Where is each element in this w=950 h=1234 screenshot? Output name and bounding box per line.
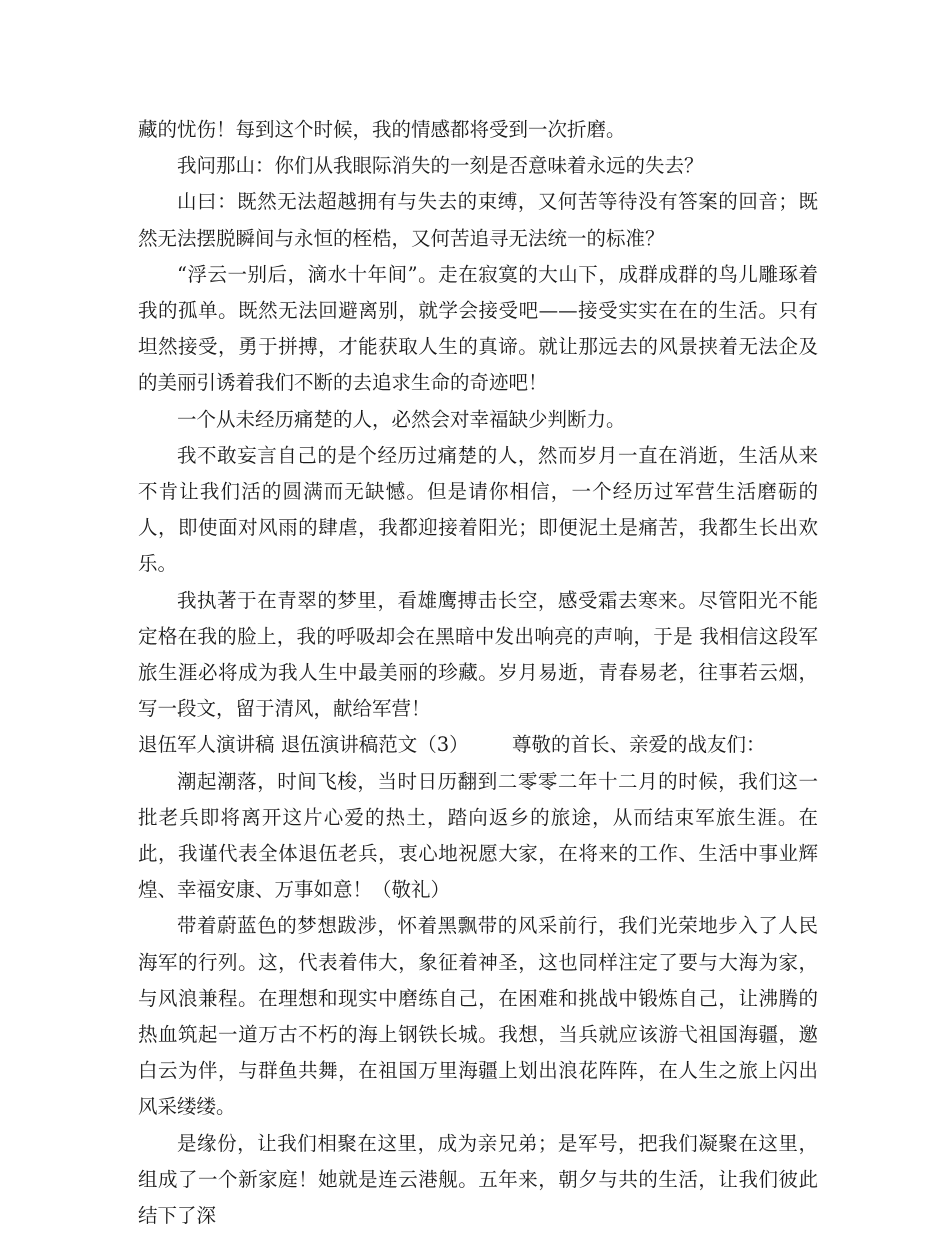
paragraph: “浮云一别后，滴水十年间”。走在寂寞的大山下，成群成群的鸟儿雕琢着我的孤单。既然无法回避离别，就学会接受吧——接受实实在在的生活。只有坦然接受，勇于拼搏，才能获取人生的真谛。就让那远去的风景挟着无法企及的美丽引诱着我们不断的去追求生命的奇迹吧！: [138, 262, 818, 395]
paragraph: 我执著于在青翠的梦里，看雄鹰搏击长空，感受霜去寒来。尽管阳光不能定格在我的脸上，我的呼吸却会在黑暗中发出响亮的声响，于是 我相信这段军旅生涯必将成为我人生中最美丽的珍藏。岁月易逝，青春易老，往事若云烟，写一段文，留于清风，献给军营！: [138, 588, 818, 721]
paragraph: 带着蔚蓝色的梦想跋涉，怀着黑飘带的风采前行，我们光荣地步入了人民海军的行列。这，代表着伟大，象征着神圣，这也同样注定了要与大海为家，与风浪兼程。在理想和现实中磨练自己，在困难和挑战中锻炼自己，让沸腾的热血筑起一道万古不朽的海上钢铁长城。我想，当兵就应该游弋祖国海疆，邀白云为伴，与群鱼共舞，在祖国万里海疆上划出浪花阵阵，在人生之旅上闪出风采缕缕。: [138, 914, 818, 1119]
section-heading: 退伍军人演讲稿 退伍演讲稿范文（3） 尊敬的首长、亲爱的战友们：: [138, 733, 766, 757]
paragraph: 我不敢妄言自己的是个经历过痛楚的人，然而岁月一直在消逝，生活从来不肯让我们活的圆满而无缺憾。但是请你相信，一个经历过军营生活磨砺的人，即使面对风雨的肆虐，我都迎接着阳光；即便泥土是痛苦，我都生长出欢乐。: [138, 443, 818, 576]
paragraph: 是缘份，让我们相聚在这里，成为亲兄弟；是军号，把我们凝聚在这里，组成了一个新家庭！她就是连云港舰。五年来，朝夕与共的生活，让我们彼此结下了深: [138, 1131, 818, 1228]
paragraph: 藏的忧伤！每到这个时候，我的情感都将受到一次折磨。: [138, 118, 626, 141]
paragraph: 山曰：既然无法超越拥有与失去的束缚，又何苦等待没有答案的回音；既然无法摆脱瞬间与永恒的桎梏，又何苦追寻无法统一的标准？: [138, 190, 818, 250]
document-body: [138, 112, 818, 1234]
paragraph: 我问那山：你们从我眼际消失的一刻是否意味着永远的失去？: [177, 154, 704, 178]
paragraph: 潮起潮落，时间飞梭，当时日历翻到二零零二年十二月的时候，我们这一批老兵即将离开这片心爱的热土，踏向返乡的旅途，从而结束军旅生涯。在此，我谨代表全体退伍老兵，衷心地祝愿大家，在将来的工作、生活中事业辉煌、幸福安康、万事如意！（敬礼）: [138, 769, 818, 902]
paragraph: 一个从未经历痛楚的人，必然会对幸福缺少判断力。: [177, 407, 626, 431]
